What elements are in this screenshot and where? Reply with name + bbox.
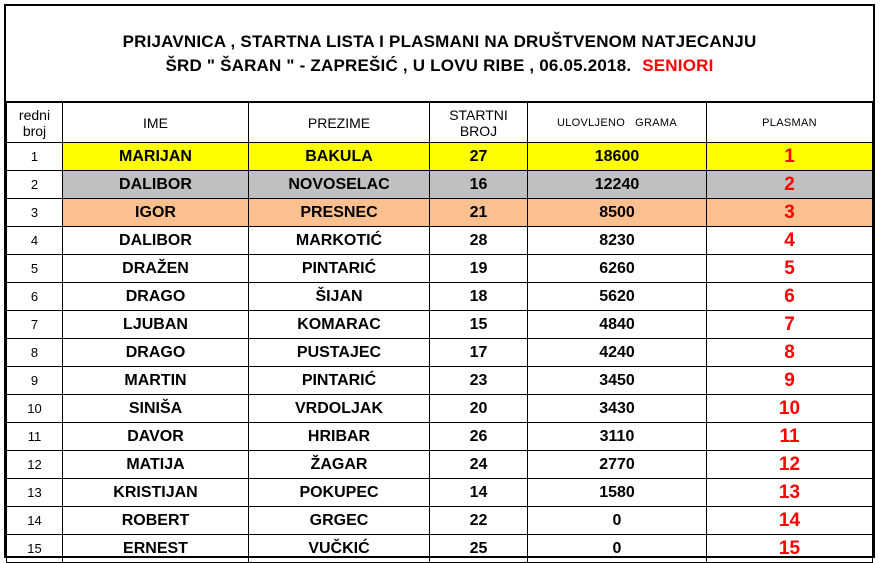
cell-redni-broj: 9 [7, 367, 63, 395]
cell-ulovljeno-grama: 8500 [528, 199, 707, 227]
cell-startni-broj: 21 [430, 199, 528, 227]
cell-prezime: ŽAGAR [249, 451, 430, 479]
cell-plasman: 9 [707, 367, 873, 395]
cell-prezime: GRGEC [249, 507, 430, 535]
cell-ime: LJUBAN [63, 311, 249, 339]
cell-ulovljeno-grama: 12240 [528, 171, 707, 199]
cell-ime: ROBERT [63, 507, 249, 535]
header-event-info: ŠRD " ŠARAN " - ZAPREŠIĆ , U LOVU RIBE , 06.05.2018. [165, 55, 632, 75]
cell-plasman: 8 [707, 339, 873, 367]
cell-prezime: PUSTAJEC [249, 339, 430, 367]
cell-ime: ERNEST [63, 535, 249, 563]
cell-prezime: KOMARAC [249, 311, 430, 339]
cell-startni-broj: 28 [430, 227, 528, 255]
cell-startni-broj: 24 [430, 451, 528, 479]
cell-ime: KRISTIJAN [63, 479, 249, 507]
cell-redni-broj: 4 [7, 227, 63, 255]
cell-redni-broj: 14 [7, 507, 63, 535]
cell-redni-broj: 10 [7, 395, 63, 423]
table-row [7, 395, 873, 423]
table-row [7, 507, 873, 535]
cell-plasman: 1 [707, 143, 873, 171]
cell-ime: DALIBOR [63, 227, 249, 255]
table-row [7, 255, 873, 283]
col-header-plasman: PLASMAN [707, 103, 873, 143]
cell-plasman: 7 [707, 311, 873, 339]
table-row [7, 171, 873, 199]
cell-plasman: 13 [707, 479, 873, 507]
cell-plasman: 15 [707, 535, 873, 563]
cell-prezime: NOVOSELAC [249, 171, 430, 199]
cell-prezime: PRESNEC [249, 199, 430, 227]
cell-startni-broj: 22 [430, 507, 528, 535]
col-header-ulovljeno-grama: ULOVLJENO GRAMA [528, 103, 707, 143]
col-header-prezime: PREZIME [249, 103, 430, 143]
cell-ulovljeno-grama: 4240 [528, 339, 707, 367]
cell-prezime: POKUPEC [249, 479, 430, 507]
table-row [7, 423, 873, 451]
cell-ime: SINIŠA [63, 395, 249, 423]
table-row [7, 479, 873, 507]
cell-redni-broj: 13 [7, 479, 63, 507]
cell-redni-broj: 6 [7, 283, 63, 311]
cell-ime: MARIJAN [63, 143, 249, 171]
table-row [7, 535, 873, 563]
table-row [7, 339, 873, 367]
cell-redni-broj: 7 [7, 311, 63, 339]
sheet-header [6, 6, 873, 102]
table-row [7, 199, 873, 227]
cell-plasman: 10 [707, 395, 873, 423]
table-row [7, 283, 873, 311]
cell-ulovljeno-grama: 3430 [528, 395, 707, 423]
cell-ime: MARTIN [63, 367, 249, 395]
col-header-redni-broj [7, 103, 63, 143]
cell-startni-broj: 25 [430, 535, 528, 563]
table-row [7, 227, 873, 255]
cell-redni-broj: 12 [7, 451, 63, 479]
cell-ulovljeno-grama: 18600 [528, 143, 707, 171]
col-header-redni-line2: broj [22, 122, 47, 139]
cell-plasman: 2 [707, 171, 873, 199]
col-header-redni-line1: redni [18, 106, 51, 123]
cell-plasman: 14 [707, 507, 873, 535]
cell-startni-broj: 19 [430, 255, 528, 283]
cell-startni-broj: 20 [430, 395, 528, 423]
cell-startni-broj: 15 [430, 311, 528, 339]
cell-redni-broj: 5 [7, 255, 63, 283]
cell-startni-broj: 26 [430, 423, 528, 451]
cell-prezime: VRDOLJAK [249, 395, 430, 423]
col-header-startni-line2: BROJ [459, 122, 498, 139]
cell-ulovljeno-grama: 0 [528, 507, 707, 535]
cell-startni-broj: 16 [430, 171, 528, 199]
cell-startni-broj: 23 [430, 367, 528, 395]
cell-prezime: ŠIJAN [249, 283, 430, 311]
cell-ulovljeno-grama: 1580 [528, 479, 707, 507]
cell-plasman: 12 [707, 451, 873, 479]
cell-prezime: BAKULA [249, 143, 430, 171]
col-header-ime: IME [63, 103, 249, 143]
cell-redni-broj: 1 [7, 143, 63, 171]
col-header-startni-broj [430, 103, 528, 143]
cell-prezime: PINTARIĆ [249, 255, 430, 283]
cell-plasman: 11 [707, 423, 873, 451]
cell-startni-broj: 27 [430, 143, 528, 171]
cell-ulovljeno-grama: 3110 [528, 423, 707, 451]
cell-ime: DRAGO [63, 339, 249, 367]
results-table [6, 102, 873, 563]
cell-redni-broj: 11 [7, 423, 63, 451]
cell-startni-broj: 18 [430, 283, 528, 311]
cell-startni-broj: 14 [430, 479, 528, 507]
cell-redni-broj: 15 [7, 535, 63, 563]
table-row [7, 367, 873, 395]
cell-prezime: MARKOTIĆ [249, 227, 430, 255]
cell-redni-broj: 2 [7, 171, 63, 199]
cell-redni-broj: 8 [7, 339, 63, 367]
cell-startni-broj: 17 [430, 339, 528, 367]
cell-ulovljeno-grama: 8230 [528, 227, 707, 255]
table-header-row [7, 103, 873, 143]
cell-prezime: PINTARIĆ [249, 367, 430, 395]
cell-prezime: HRIBAR [249, 423, 430, 451]
results-sheet [4, 4, 875, 558]
cell-ime: DRAŽEN [63, 255, 249, 283]
cell-redni-broj: 3 [7, 199, 63, 227]
cell-plasman: 5 [707, 255, 873, 283]
cell-ime: DALIBOR [63, 171, 249, 199]
col-header-startni-line1: STARTNI [449, 106, 508, 123]
header-line-2 [165, 54, 713, 78]
cell-ulovljeno-grama: 4840 [528, 311, 707, 339]
cell-ulovljeno-grama: 2770 [528, 451, 707, 479]
cell-ime: MATIJA [63, 451, 249, 479]
cell-ime: DAVOR [63, 423, 249, 451]
cell-plasman: 3 [707, 199, 873, 227]
cell-ulovljeno-grama: 6260 [528, 255, 707, 283]
cell-ulovljeno-grama: 3450 [528, 367, 707, 395]
cell-plasman: 6 [707, 283, 873, 311]
cell-plasman: 4 [707, 227, 873, 255]
cell-ulovljeno-grama: 5620 [528, 283, 707, 311]
cell-ime: IGOR [63, 199, 249, 227]
table-row [7, 451, 873, 479]
category-label: SENIORI [642, 55, 714, 75]
table-row [7, 143, 873, 171]
header-line-1: PRIJAVNICA , STARTNA LISTA I PLASMANI NA DRUŠTVENOM NATJECANJU [122, 31, 757, 51]
table-row [7, 311, 873, 339]
cell-prezime: VUČKIĆ [249, 535, 430, 563]
cell-ulovljeno-grama: 0 [528, 535, 707, 563]
table-body [7, 143, 873, 563]
cell-ime: DRAGO [63, 283, 249, 311]
